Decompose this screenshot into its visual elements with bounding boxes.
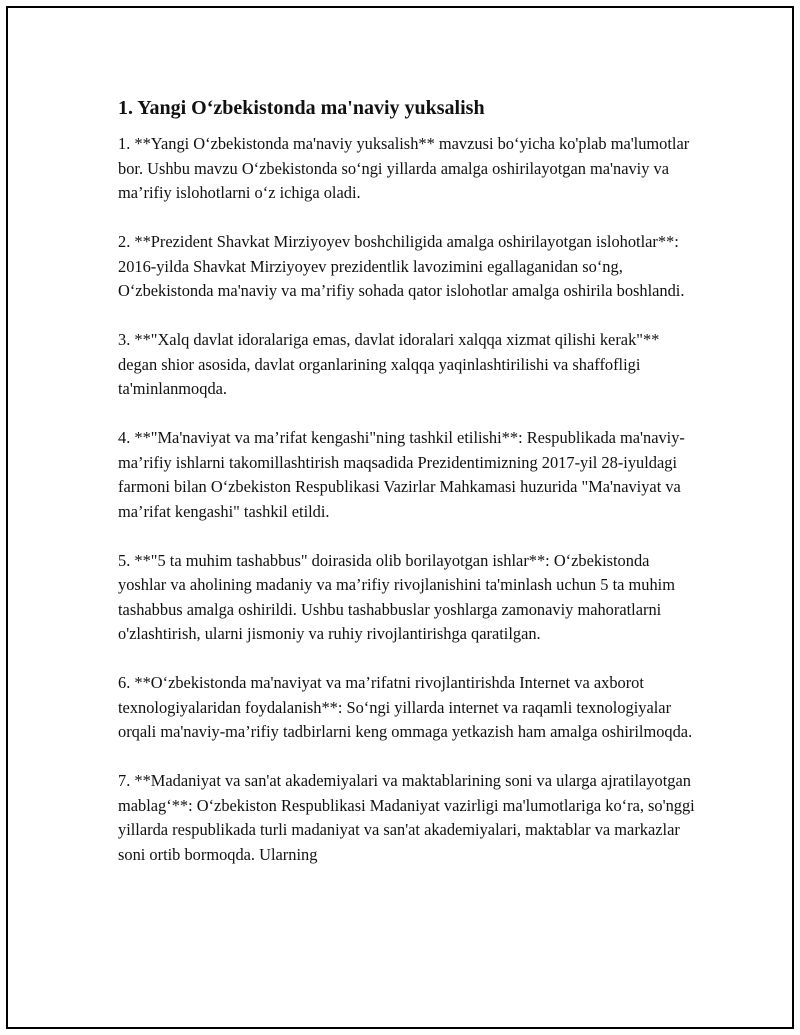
paragraph-5: 5. **"5 ta muhim tashabbus" doirasida olib borilayotgan ishlar**: O‘zbekistonda yoshlar va aholining madaniy va ma’rifiy rivojlanishini ta'minlash uchun 5 ta muhim tashabbus amalga oshirildi. Ushbu tashabbuslar yoshlarga zamonaviy mahoratlarni o'zlashtirish, ularni jismoniy va ruhiy rivojlantirishga qaratilgan. (118, 550, 675, 643)
paragraph-2: 2. **Prezident Shavkat Mirziyoyev boshchiligida amalga oshirilayotgan islohotlar**: 2016-yilda Shavkat Mirziyoyev prezidentlik lavozimini egallaganidan so‘ng, O‘zbekistonda ma'naviy va ma’rifiy sohada qator islohotlar amalga oshirila boshlandi. (118, 232, 685, 300)
document-title: 1. Yangi O‘zbekistonda ma'naviy yuksalish (118, 97, 485, 119)
paragraph-6: 6. **O‘zbekistonda ma'naviyat va ma’rifatni rivojlantirishda Internet va axborot texnologiyalaridan foydalanish**: So‘ngi yillarda internet va raqamli texnologiyalar orqali ma'naviy-ma’rifiy tadbirlarni keng ommaga yetkazish ham amalga oshirilmoqda. (118, 673, 693, 741)
paragraph-3: 3. **"Xalq davlat idoralariga emas, davlat idoralari xalqqa xizmat qilishi kerak"** degan shior asosida, davlat organlarining xalqqa yaqinlashtirilishi va shaffofligi ta'minlanmoqda. (118, 330, 660, 398)
document-body (118, 96, 698, 892)
paragraph-4: 4. **"Ma'naviyat va ma’rifat kengashi"ning tashkil etilishi**: Respublikada ma'naviy-ma’rifiy ishlarni takomillashtirish maqsadida Prezidentimizning 2017-yil 28-iyuldagi farmoni bilan O‘zbekiston Respublikasi Vazirlar Mahkamasi huzurida "Ma'naviyat va ma’rifat kengashi" tashkil etildi. (118, 428, 685, 521)
paragraph-1: 1. **Yangi O‘zbekistonda ma'naviy yuksalish** mavzusi bo‘yicha ko'plab ma'lumotlar bor. Ushbu mavzu O‘zbekistonda so‘ngi yillarda amalga oshirilayotgan ma'naviy va ma’rifiy islohotlarni o‘z ichiga oladi. (118, 134, 690, 202)
paragraph-7: 7. **Madaniyat va san'at akademiyalari va maktablarining soni va ularga ajratilayotgan mablag‘**: O‘zbekiston Respublikasi Madaniyat vazirligi ma'lumotlariga ko‘ra, so'nggi yillarda respublikada turli madaniyat va san'at akademiyalari, maktablar va markazlar soni ortib bormoqda. Ularning (118, 771, 695, 864)
